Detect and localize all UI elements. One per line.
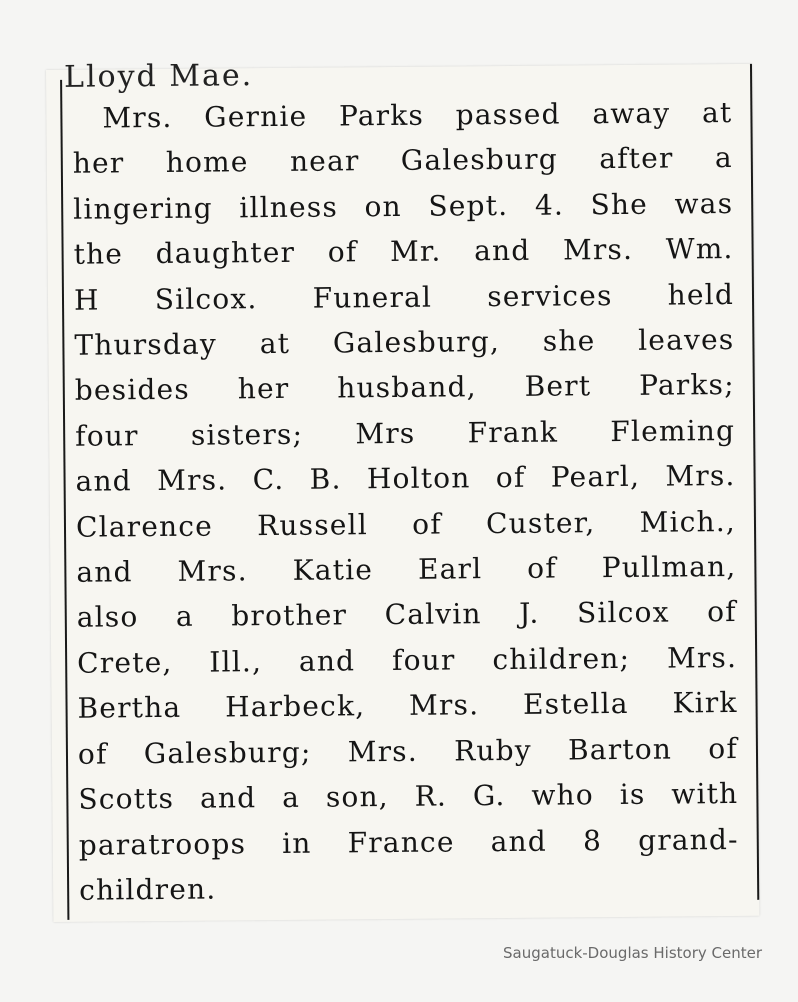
article-line: Thursday at Galesburg, she leaves xyxy=(74,323,735,362)
cropped-text: Lloyd Mae. xyxy=(63,58,254,95)
article-line: her home near Galesburg after a xyxy=(72,141,733,181)
article-line: of Galesburg; Mrs. Ruby Barton of xyxy=(77,731,739,771)
article-line: and Mrs. C. B. Holton of Pearl, Mrs. xyxy=(75,459,736,499)
article-line: H Silcox. Funeral services held xyxy=(73,277,735,317)
article-line: also a brother Calvin J. Silcox of xyxy=(76,595,737,635)
article-line: the daughter of Mr. and Mrs. Wm. xyxy=(73,232,734,271)
article-line: Clarence Russell of Custer, Mich., xyxy=(75,504,737,544)
article-line: lingering illness on Sept. 4. She was xyxy=(73,186,734,226)
article-line: besides her husband, Bert Parks; xyxy=(74,368,735,408)
column-rule-right xyxy=(750,64,759,900)
article-line: paratroops in France and 8 grand- xyxy=(78,822,739,862)
credit-watermark: Saugatuck-Douglas History Center xyxy=(503,944,762,962)
article-line: Scotts and a son, R. G. who is with xyxy=(78,777,739,816)
article-line: children. xyxy=(79,872,217,907)
cropped-previous-line xyxy=(63,58,264,95)
article-line: and Mrs. Katie Earl of Pullman, xyxy=(76,550,737,589)
column-rule-left xyxy=(60,80,69,920)
article-line: four sisters; Mrs Frank Fleming xyxy=(75,413,736,453)
article-line: Mrs. Gernie Parks passed away at xyxy=(102,96,733,135)
newspaper-clipping xyxy=(46,58,759,922)
obituary-article xyxy=(72,90,739,913)
article-line: Crete, Ill., and four children; Mrs. xyxy=(77,640,738,680)
article-line: Bertha Harbeck, Mrs. Estella Kirk xyxy=(77,686,738,726)
